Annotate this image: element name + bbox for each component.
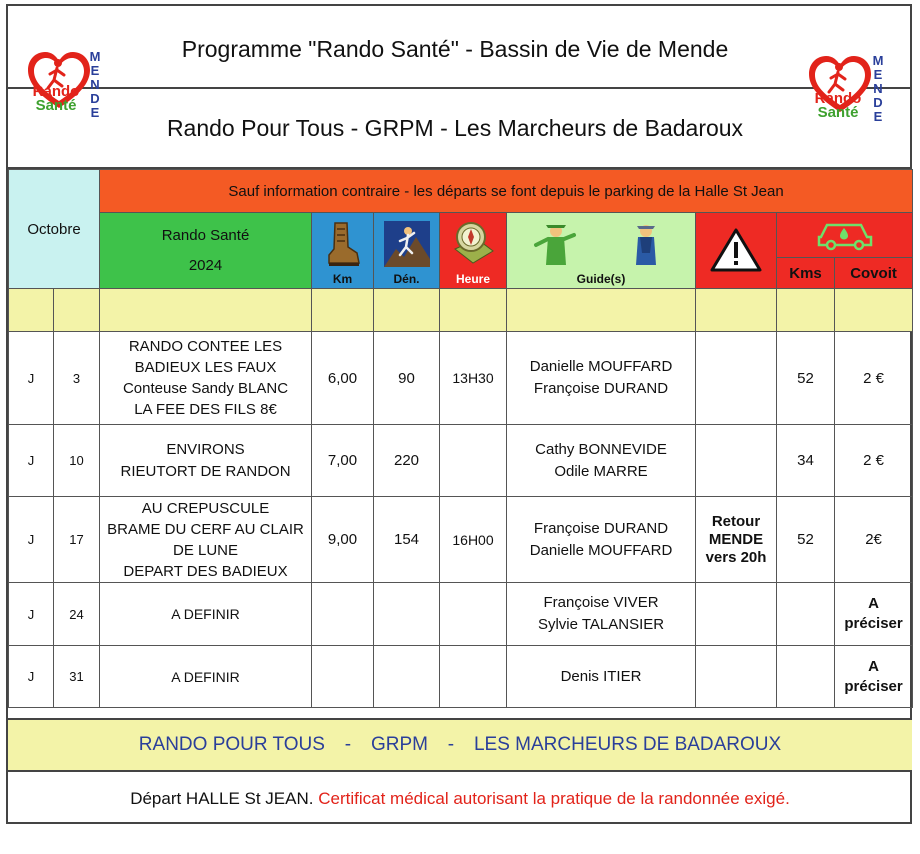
description-cell: A DEFINIR	[100, 583, 312, 646]
date-cell: 31	[54, 646, 100, 708]
note-cell	[696, 646, 777, 708]
km-header-label: Km	[332, 272, 353, 286]
covoit-header: Covoit	[835, 258, 913, 289]
hiking-boot-icon	[323, 219, 363, 269]
den-cell	[374, 583, 440, 646]
description-cell: ENVIRONS RIEUTORT DE RANDON	[100, 425, 312, 497]
guides-cell: Danielle MOUFFARD Françoise DURAND	[507, 332, 696, 425]
compass-icon	[449, 219, 497, 271]
note-cell: Retour MENDE vers 20h	[696, 497, 777, 583]
header-divider-1	[8, 87, 910, 89]
heure-header-label: Heure	[456, 272, 491, 286]
day-cell: J	[9, 332, 54, 425]
car-icon	[815, 215, 875, 251]
footer-notice	[8, 772, 912, 824]
warning-header	[696, 213, 777, 289]
logo-text-right: Rando Santé	[814, 90, 862, 121]
day-cell: J	[9, 646, 54, 708]
date-cell: 10	[54, 425, 100, 497]
mende-vertical-left: M E N D E	[89, 49, 101, 120]
climber-icon	[382, 219, 432, 271]
mende-vertical-right: M E N D E	[872, 53, 884, 124]
heure-header	[440, 213, 507, 289]
km-cell: 7,00	[312, 425, 374, 497]
day-cell: J	[9, 497, 54, 583]
date-cell: 3	[54, 332, 100, 425]
guides-cell: Françoise DURAND Danielle MOUFFARD	[507, 497, 696, 583]
kms-cell	[777, 583, 835, 646]
note-cell	[696, 583, 777, 646]
heure-cell: 13H30	[440, 332, 507, 425]
den-cell: 154	[374, 497, 440, 583]
den-header-label: Dén.	[393, 272, 420, 286]
km-cell: 6,00	[312, 332, 374, 425]
guides-cell: Denis ITIER	[507, 646, 696, 708]
covoit-cell: 2 €	[835, 425, 913, 497]
covoit-cell: 2€	[835, 497, 913, 583]
table-row	[9, 332, 913, 425]
covoit-icon-header	[777, 213, 913, 258]
empty-yellow-row	[9, 289, 913, 332]
description-cell: AU CREPUSCULE BRAME DU CERF AU CLAIR DE LUNE DEPART DES BADIEUX	[100, 497, 312, 583]
km-cell	[312, 583, 374, 646]
table-row	[9, 583, 913, 646]
kms-header: Kms	[777, 258, 835, 289]
kms-cell: 34	[777, 425, 835, 497]
table-row	[9, 646, 913, 708]
note-cell	[696, 425, 777, 497]
guides-icon	[526, 219, 676, 271]
description-cell: A DEFINIR	[100, 646, 312, 708]
kms-cell: 52	[777, 332, 835, 425]
guides-cell: Cathy BONNEVIDE Odile MARRE	[507, 425, 696, 497]
date-cell: 17	[54, 497, 100, 583]
page-subtitle: Rando Pour Tous - GRPM - Les Marcheurs de Badaroux	[166, 115, 744, 141]
km-cell	[312, 646, 374, 708]
medical-certificate-note: Certificat médical autorisant la pratique de la randonnée exigé.	[318, 789, 790, 808]
den-cell: 220	[374, 425, 440, 497]
departure-banner: Sauf information contraire - les départs se font depuis le parking de la Halle St Jean	[100, 170, 913, 213]
heure-cell	[440, 425, 507, 497]
kms-cell	[777, 646, 835, 708]
heure-cell	[440, 646, 507, 708]
date-cell: 24	[54, 583, 100, 646]
guides-header-label: Guide(s)	[576, 272, 626, 286]
warning-icon	[709, 227, 763, 273]
heure-cell	[440, 583, 507, 646]
guides-cell: Françoise VIVER Sylvie TALANSIER	[507, 583, 696, 646]
covoit-cell: 2 €	[835, 332, 913, 425]
departure-note: Départ HALLE St JEAN.	[130, 789, 314, 808]
kms-cell: 52	[777, 497, 835, 583]
den-cell	[374, 646, 440, 708]
table-row	[9, 497, 913, 583]
logo-text-left: Rando Santé	[32, 83, 80, 114]
schedule-table	[8, 169, 913, 708]
den-cell: 90	[374, 332, 440, 425]
program-title: Rando Santé 2024	[100, 213, 312, 289]
page-title: Programme "Rando Santé" - Bassin de Vie de Mende	[181, 36, 729, 62]
footer-club-line: RANDO POUR TOUS - GRPM - LES MARCHEURS DE BADAROUX	[8, 718, 912, 772]
day-cell: J	[9, 425, 54, 497]
covoit-cell: A préciser	[835, 583, 913, 646]
km-cell: 9,00	[312, 497, 374, 583]
description-cell: RANDO CONTEE LES BADIEUX LES FAUX Conteuse Sandy BLANC LA FEE DES FILS 8€	[100, 332, 312, 425]
guides-header	[507, 213, 696, 289]
note-cell	[696, 332, 777, 425]
covoit-cell: A préciser	[835, 646, 913, 708]
km-header	[312, 213, 374, 289]
day-cell: J	[9, 583, 54, 646]
heure-cell: 16H00	[440, 497, 507, 583]
table-row	[9, 425, 913, 497]
month-label: Octobre	[9, 170, 100, 289]
den-header	[374, 213, 440, 289]
